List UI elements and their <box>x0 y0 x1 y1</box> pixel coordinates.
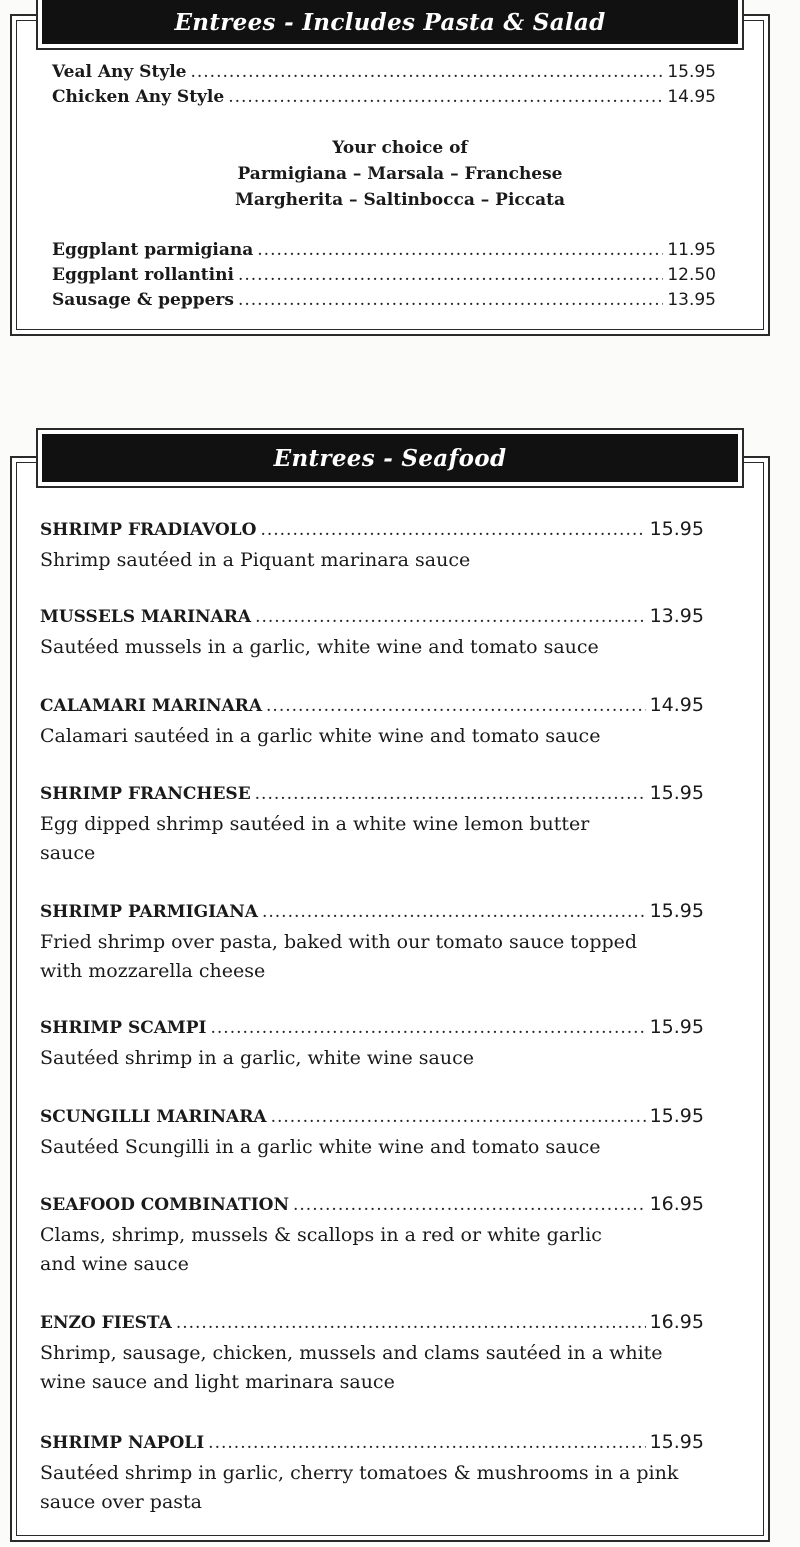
leader-dots <box>238 290 663 310</box>
leader-dots <box>255 607 646 627</box>
leader-dots <box>228 87 663 107</box>
menu-item-name: Veal Any Style <box>52 62 187 82</box>
leader-dots <box>271 1107 646 1127</box>
menu-item-name: Eggplant rollantini <box>52 265 234 285</box>
menu-item-price: 14.95 <box>667 87 716 107</box>
leader-dots <box>238 265 663 285</box>
seafood-item-description: Sautéed shrimp in a garlic, white wine sauce <box>40 1047 474 1069</box>
seafood-item-name: CALAMARI MARINARA <box>40 696 263 716</box>
seafood-item-name: SCUNGILLI MARINARA <box>40 1107 267 1127</box>
seafood-item-name: SHRIMP SCAMPI <box>40 1018 207 1038</box>
leader-dots <box>266 696 646 716</box>
seafood-item-price: 15.95 <box>649 1431 704 1453</box>
seafood-item-row <box>40 900 704 922</box>
leader-dots <box>260 520 645 540</box>
seafood-item-price: 15.95 <box>649 782 704 804</box>
menu-item-row <box>52 87 716 107</box>
seafood-item-price: 15.95 <box>649 1105 704 1127</box>
seafood-item-description: Clams, shrimp, mussels & scallops in a red or white garlic and wine sauce <box>40 1224 602 1275</box>
seafood-item-description: Egg dipped shrimp sautéed in a white wine lemon butter sauce <box>40 813 590 864</box>
seafood-item-price: 13.95 <box>649 605 704 627</box>
menu-item-name: Eggplant parmigiana <box>52 240 254 260</box>
leader-dots <box>262 902 646 922</box>
choice-line: Your choice of <box>332 138 468 158</box>
seafood-item-description: Shrimp sautéed in a Piquant marinara sauce <box>40 549 471 571</box>
leader-dots <box>293 1195 646 1215</box>
seafood-item-description: Sautéed mussels in a garlic, white wine and tomato sauce <box>40 636 599 658</box>
menu-item-row <box>52 62 716 82</box>
choice-line: Parmigiana – Marsala – Franchese <box>237 164 563 184</box>
entrees-seafood-header <box>36 428 744 488</box>
seafood-item-row <box>40 605 704 627</box>
seafood-item-row <box>40 1105 704 1127</box>
leader-dots <box>257 240 663 260</box>
seafood-item-row <box>40 1311 704 1333</box>
seafood-item-row <box>40 518 704 540</box>
seafood-item-name: SHRIMP NAPOLI <box>40 1433 205 1453</box>
seafood-item-price: 16.95 <box>649 1193 704 1215</box>
seafood-item-description: Sautéed Scungilli in a garlic white wine and tomato sauce <box>40 1136 601 1158</box>
menu-item-price: 11.95 <box>667 240 716 260</box>
seafood-item-price: 14.95 <box>649 694 704 716</box>
menu-item-row <box>52 240 716 260</box>
menu-item-price: 12.50 <box>667 265 716 285</box>
seafood-item-name: SEAFOOD COMBINATION <box>40 1195 289 1215</box>
entrees-pasta-salad-title: Entrees - Includes Pasta & Salad <box>42 0 738 44</box>
seafood-item-row <box>40 1193 704 1215</box>
seafood-item-description: Fried shrimp over pasta, baked with our tomato sauce topped with mozzarella cheese <box>40 931 638 982</box>
seafood-item-row <box>40 782 704 804</box>
seafood-item-row <box>40 1431 704 1453</box>
seafood-item-price: 15.95 <box>649 518 704 540</box>
seafood-item-name: ENZO FIESTA <box>40 1313 172 1333</box>
menu-item-name: Chicken Any Style <box>52 87 225 107</box>
menu-item-name: Sausage & peppers <box>52 290 234 310</box>
sauce-choices <box>40 135 760 213</box>
seafood-item-name: SHRIMP FRANCHESE <box>40 784 251 804</box>
menu-item-row <box>52 265 716 285</box>
seafood-item-row <box>40 694 704 716</box>
seafood-item-name: MUSSELS MARINARA <box>40 607 252 627</box>
menu-item-price: 15.95 <box>667 62 716 82</box>
leader-dots <box>190 62 663 82</box>
entrees-seafood-title: Entrees - Seafood <box>42 434 738 482</box>
seafood-item-price: 15.95 <box>649 900 704 922</box>
choice-line: Margherita – Saltinbocca – Piccata <box>235 190 565 210</box>
seafood-item-name: SHRIMP FRADIAVOLO <box>40 520 257 540</box>
seafood-item-price: 16.95 <box>649 1311 704 1333</box>
leader-dots <box>255 784 646 804</box>
seafood-item-row <box>40 1016 704 1038</box>
seafood-item-description: Sautéed shrimp in garlic, cherry tomatoes & mushrooms in a pink sauce over pasta <box>40 1462 679 1513</box>
menu-item-row <box>52 290 716 310</box>
leader-dots <box>176 1313 646 1333</box>
seafood-item-description: Shrimp, sausage, chicken, mussels and clams sautéed in a white wine sauce and light marinara sauce <box>40 1342 663 1393</box>
menu-item-price: 13.95 <box>667 290 716 310</box>
leader-dots <box>211 1018 646 1038</box>
leader-dots <box>208 1433 645 1453</box>
seafood-item-description: Calamari sautéed in a garlic white wine and tomato sauce <box>40 725 601 747</box>
seafood-item-price: 15.95 <box>649 1016 704 1038</box>
seafood-item-name: SHRIMP PARMIGIANA <box>40 902 258 922</box>
entrees-pasta-salad-header <box>36 0 744 50</box>
